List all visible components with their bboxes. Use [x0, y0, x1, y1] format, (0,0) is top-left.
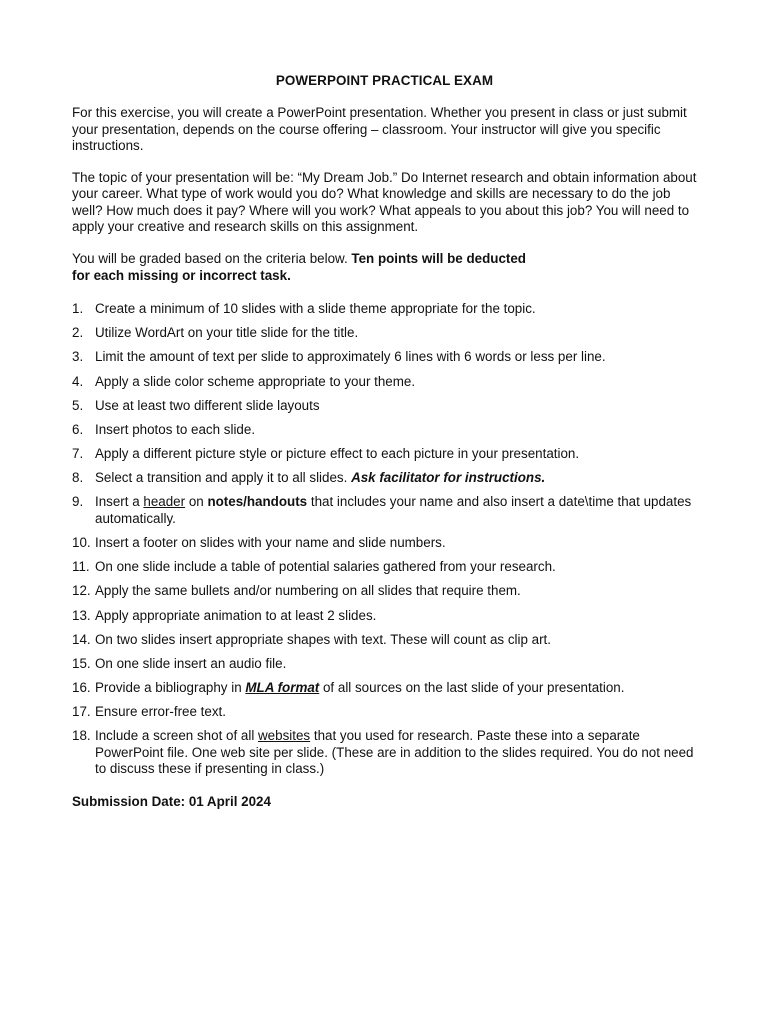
- task-item: [72, 422, 697, 438]
- task-item: [72, 398, 697, 414]
- task-item: [72, 494, 697, 527]
- submission-date: Submission Date: 01 April 2024: [72, 794, 271, 810]
- grading-paragraph: [72, 251, 697, 284]
- task-item: [72, 446, 697, 462]
- document-title: POWERPOINT PRACTICAL EXAM: [275, 73, 494, 88]
- grading-deduction-line1: Ten points will be deducted: [351, 251, 526, 267]
- task-item: [72, 680, 697, 696]
- grading-text: You will be graded based on the criteria below.: [72, 251, 352, 267]
- task-number: 3.: [72, 349, 84, 365]
- task-item: [72, 301, 697, 317]
- task-list: [72, 301, 697, 777]
- task-number: 1.: [72, 300, 84, 316]
- task-text: Apply the same bullets and/or numbering on all slides that require them.: [95, 583, 521, 599]
- task-number: 8.: [72, 470, 84, 486]
- task-item: [72, 583, 697, 599]
- task-number: 5.: [72, 397, 84, 413]
- task-underlined-text: websites: [258, 728, 311, 744]
- task-number: 7.: [72, 446, 84, 462]
- task-emphasis: Ask facilitator for instructions.: [351, 470, 546, 486]
- task-item: [72, 559, 697, 575]
- task-text: Insert photos to each slide.: [95, 421, 256, 437]
- task-item: [72, 470, 697, 486]
- task-item: [72, 632, 697, 648]
- task-text: Use at least two different slide layouts: [95, 397, 320, 413]
- task-number: 18.: [72, 728, 91, 744]
- task-text: On one slide insert an audio file.: [95, 655, 287, 671]
- task-text: Ensure error-free text.: [95, 704, 226, 720]
- task-text: Select a transition and apply it to all slides.: [95, 470, 352, 486]
- task-item: [72, 535, 697, 551]
- task-text: Insert a footer on slides with your name and slide numbers.: [95, 534, 446, 550]
- task-number: 15.: [72, 655, 91, 671]
- task-item: [72, 728, 697, 777]
- task-text: Utilize WordArt on your title slide for the title.: [95, 325, 359, 341]
- task-item: [72, 608, 697, 624]
- task-text-pre: Include a screen shot of all: [95, 728, 259, 744]
- topic-paragraph: The topic of your presentation will be: “My Dream Job.” Do Internet research and obtain information about your career. What type of work would you do? What knowledge and skills are necessary to do the job well? How much does it pay? Where will you work? What appeals to you about this job? You will need to apply your creative and research skills on this assignment.: [72, 170, 697, 235]
- task-bold-text: notes/handouts: [207, 494, 308, 510]
- task-text-post: that you used for research. Paste these into a separate PowerPoint file. One web site per slide. (These are in addition to the slides required. You do not need to discuss these if presenting in class.): [95, 728, 694, 777]
- task-item: [72, 656, 697, 672]
- task-text: Create a minimum of 10 slides with a slide theme appropriate for the topic.: [95, 300, 536, 316]
- task-number: 6.: [72, 421, 84, 437]
- task-text: Apply a different picture style or picture effect to each picture in your presentation.: [95, 446, 580, 462]
- task-text-mid: on: [185, 494, 208, 510]
- task-number: 14.: [72, 631, 91, 647]
- task-text: On two slides insert appropriate shapes with text. These will count as clip art.: [95, 631, 551, 647]
- task-number: 17.: [72, 704, 91, 720]
- task-text: Apply a slide color scheme appropriate to your theme.: [95, 373, 416, 389]
- task-item: [72, 325, 697, 341]
- task-text: Limit the amount of text per slide to approximately 6 lines with 6 words or less per line.: [95, 349, 606, 365]
- task-text: Apply appropriate animation to at least 2 slides.: [95, 607, 377, 623]
- task-text-post: of all sources on the last slide of your presentation.: [319, 680, 625, 696]
- task-item: [72, 374, 697, 390]
- task-number: 9.: [72, 494, 84, 510]
- grading-deduction-line2: for each missing or incorrect task.: [72, 267, 291, 283]
- task-text-pre: Provide a bibliography in: [95, 680, 246, 696]
- task-number: 11.: [72, 559, 90, 575]
- task-number: 4.: [72, 373, 84, 389]
- task-text-post: that includes your name and also insert a date\time that updates automatically.: [95, 494, 692, 526]
- task-text: On one slide include a table of potential salaries gathered from your research.: [95, 559, 556, 575]
- task-item: [72, 349, 697, 365]
- task-item: [72, 704, 697, 720]
- task-number: 2.: [72, 325, 84, 341]
- task-emphasis: MLA format: [245, 680, 320, 696]
- intro-paragraph: For this exercise, you will create a PowerPoint presentation. Whether you present in class or just submit your presentation, depends on the course offering – classroom. Your instructor will give you specific instructions.: [72, 105, 687, 153]
- task-number: 13.: [72, 607, 91, 623]
- task-underlined-text: header: [143, 494, 186, 510]
- document-page: [72, 73, 697, 811]
- task-text-pre: Insert a: [95, 494, 144, 510]
- task-number: 10.: [72, 534, 91, 550]
- task-number: 12.: [72, 583, 91, 599]
- task-number: 16.: [72, 680, 91, 696]
